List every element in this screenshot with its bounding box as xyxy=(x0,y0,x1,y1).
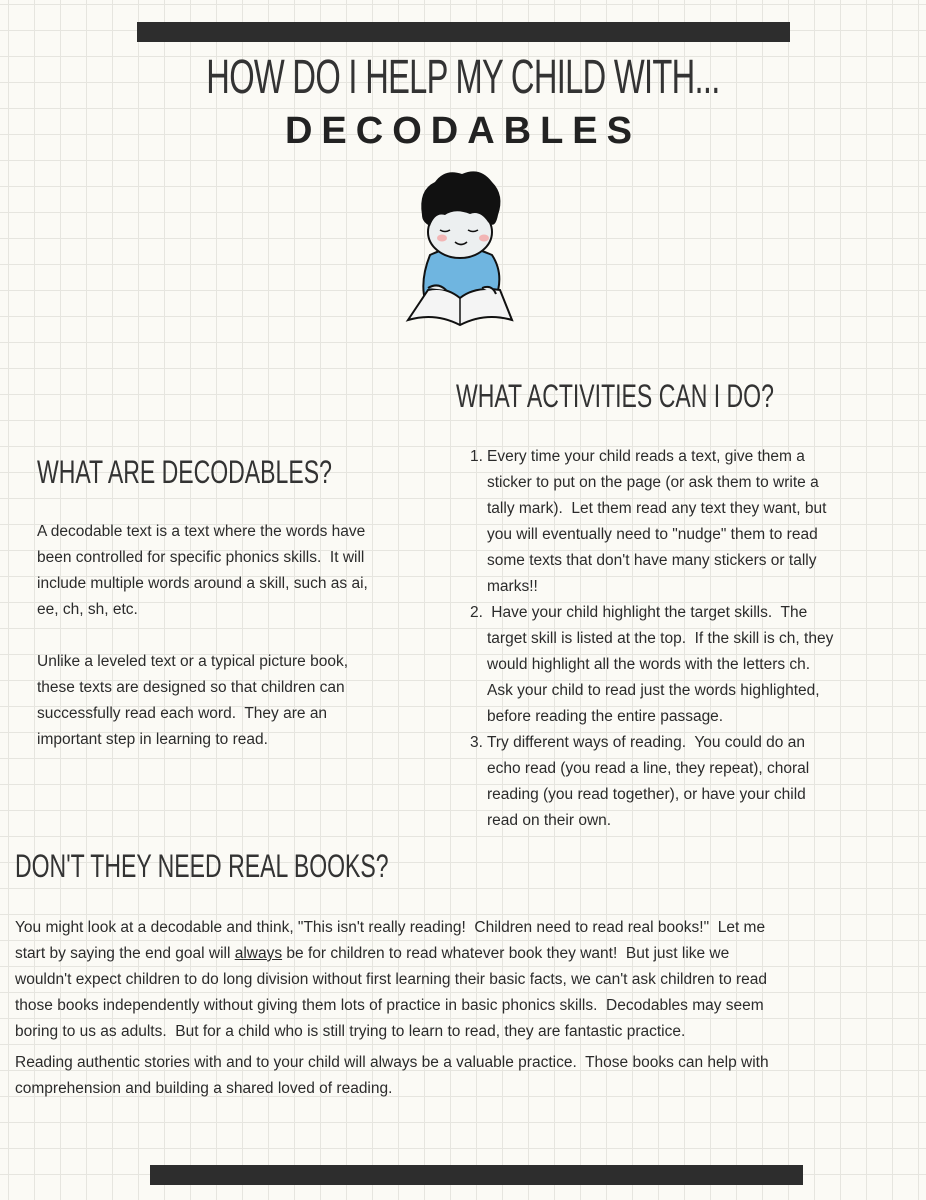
item-text: Try different ways of reading. You could do an echo read (you read a line, they repeat), choral reading (you read together), or have your child read on their own. xyxy=(487,734,810,829)
emphasis-text: always xyxy=(234,945,283,962)
page-subtitle: DECODABLES xyxy=(284,110,642,152)
item-number: 2. xyxy=(470,604,483,621)
what-are-heading: WHAT ARE DECODABLES? xyxy=(37,454,332,490)
list-item xyxy=(470,730,833,834)
item-text: Every time your child reads a text, give them a sticker to put on the page (or ask them to write a tally mark). Let them read any text they want, but you will eventually need to "nudge" them to read some texts that don't have many stickers or tally marks!! xyxy=(487,448,827,595)
activities-heading: WHAT ACTIVITIES CAN I DO? xyxy=(456,378,774,414)
what-are-paragraph-2: Unlike a leveled text or a typical picture book, these texts are designed so that children can successfully read each word. They are an important step in learning to read. xyxy=(37,653,349,748)
text: be for children to read whatever book they want! But just like we wouldn't expect children to do long division without first learning their basic facts, we can't ask children to read those books independently without giving them lots of practice in basic phonics skills. Decodables may seem boring to us as adults. But for a child who is still trying to learn to read, they are fantastic practice. xyxy=(15,945,768,1040)
list-item xyxy=(470,444,833,600)
what-are-paragraph-1: A decodable text is a text where the words have been controlled for specific phonics skills. It will include multiple words around a skill, such as ai, ee, ch, sh, etc. xyxy=(37,523,368,618)
child-reading-book-illustration xyxy=(400,160,520,335)
top-divider-bar xyxy=(137,22,790,42)
real-books-heading: DON'T THEY NEED REAL BOOKS? xyxy=(15,848,389,884)
real-books-paragraph-1 xyxy=(15,915,767,1045)
page-title: HOW DO I HELP MY CHILD WITH... xyxy=(206,51,720,104)
item-text: Have your child highlight the target skills. The target skill is listed at the top. If the skill is ch, they would highlight all the words with the letters ch. Ask your child to read just the words highlighted, before reading the entire passage. xyxy=(487,604,834,725)
item-number: 1. xyxy=(470,448,483,465)
bottom-divider-bar xyxy=(150,1165,803,1185)
item-number: 3. xyxy=(470,734,483,751)
activities-list xyxy=(470,444,833,834)
list-item xyxy=(470,600,833,730)
real-books-paragraph-2: Reading authentic stories with and to your child will always be a valuable practice. Those books can help with comprehension and building a shared loved of reading. xyxy=(15,1054,769,1097)
text: You might look at a decodable and think, "This isn't really reading! Children need to read real books!" Let me start by saying the end goal will xyxy=(15,919,766,962)
